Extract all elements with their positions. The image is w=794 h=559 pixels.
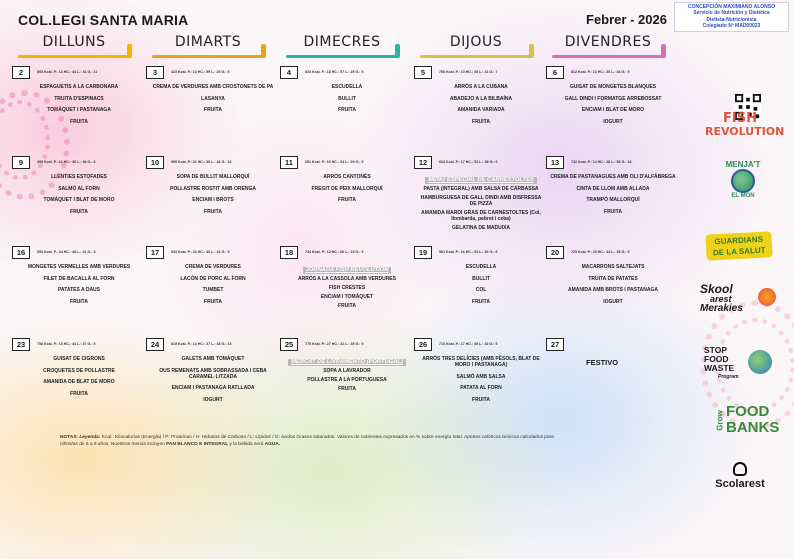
dish-item: PATATES A DAUS	[57, 287, 101, 293]
dish-item: ESCUDELLA	[465, 264, 497, 270]
notes-prefix: NOTAS:	[60, 435, 79, 440]
dish-item: TRUITA DE PATATES	[588, 275, 638, 282]
dish-item: FRUITA	[338, 303, 356, 309]
dish-list	[418, 168, 544, 234]
day-number: 12	[414, 156, 432, 169]
skoolarest-merakies-logo	[700, 284, 780, 320]
dish-item: FREGIT DE PEIX MALLORQUÍ	[311, 185, 383, 192]
day-number: 3	[146, 66, 164, 79]
dish-item: FRUITA	[472, 118, 490, 125]
dish-list	[150, 264, 276, 310]
dish-item: FRUITA	[70, 118, 88, 125]
dish-list	[418, 84, 544, 130]
day-number: 6	[546, 66, 564, 79]
logo-text: EL MÓN	[731, 193, 755, 199]
menjat-el-mon-logo	[716, 160, 770, 208]
day-underline	[18, 55, 130, 58]
logo-text: MENJA'T	[725, 160, 761, 169]
nutrient-info: 664 Kcal. P.: 17 HC.: 53 L.: 28 G.: 6	[439, 160, 498, 164]
dish-item: SALMÓ AMB SALSA	[456, 373, 506, 380]
dish-item: GALL DINDI I FORMATGE ARREBOSSAT	[564, 95, 662, 102]
dish-item: FRUITA	[338, 197, 356, 203]
logo-text: FOOD	[704, 354, 729, 364]
dish-item: ARRÒS TRES DELÍCIES (AMB PÈSOLS, BLAT DE MORO I PASTANAGA)	[422, 356, 540, 368]
day-number: 26	[414, 338, 432, 351]
fish-revolution-logo	[705, 111, 785, 138]
grow-food-banks-logo	[710, 403, 780, 448]
dish-item: ABADEJO A LA BILBAÍNA	[449, 95, 513, 102]
dish-item: FRUITA	[70, 208, 88, 215]
day-number: 13	[546, 156, 564, 169]
day-underline-hook	[127, 44, 132, 58]
holiday-label: FESTIVO	[586, 358, 619, 367]
nutrient-info: 853 Kcal. P.: 13 HC.: 44 L.: 41 G.: 11	[37, 70, 98, 74]
day-underline	[552, 55, 664, 58]
dish-item: FRUITA	[204, 298, 222, 305]
day-number: 17	[146, 246, 164, 259]
nutrient-info: 555 Kcal. P.: 21 HC.: 30 L.: 46 G.: 10	[171, 160, 232, 164]
dish-item: GUISAT DE MONGETES BLANQUES	[569, 84, 657, 90]
logo-text: arest	[710, 294, 732, 304]
dish-item: CINTA DE LLOM AMB ALLADA	[576, 185, 650, 192]
dish-list	[284, 258, 410, 312]
nutritionist-license: Colegiado Nº MAD00023	[702, 23, 761, 30]
dish-item: CROQUETES DE POLLASTRE	[43, 367, 115, 374]
dish-item: CREMA DE VERDURES AMB CROSTONETS DE PA	[152, 84, 274, 90]
nutritionist-box	[674, 2, 789, 32]
dish-item: PATATA AL FORN	[460, 385, 502, 391]
notes-water: AGUA.	[264, 442, 281, 447]
dish-list	[418, 356, 544, 408]
chef-hat-icon	[733, 462, 747, 476]
day-label: DIMARTS	[174, 34, 242, 50]
dish-list	[150, 356, 276, 408]
dish-item: TRUITA D'ESPINACS	[54, 95, 104, 102]
dish-item: PASTA (INTEGRAL) AMB SALSA DE CARBASSA	[423, 186, 539, 192]
dish-item: FRUITA	[472, 298, 490, 305]
nutrient-info: 710 Kcal. P.: 17 HC.: 49 L.: 32 G.: 5	[439, 342, 498, 346]
day-underline-hook	[661, 44, 666, 58]
dish-item: POLLASTRE ROSTIT AMB ORENGA	[170, 185, 256, 192]
dish-item: FRUITA	[70, 298, 88, 305]
dish-list	[16, 356, 142, 402]
day-label: DILLUNS	[42, 34, 106, 50]
day-number: 24	[146, 338, 164, 351]
day-number: 20	[546, 246, 564, 259]
nutrient-info: 499 Kcal. P.: 22 HC.: 36 L.: 38 G.: 6	[37, 160, 96, 164]
dish-item: MONGETES VERMELLES AMB VERDURES	[27, 264, 131, 270]
dish-item: IOGURT	[203, 396, 223, 403]
notes-legend: Kcal.: Kilocalorías (Energía) / P: Proteínas / H: Hidratos de Carbono / L: Lípidos / G: ácidos Grasos saturados. Valores de nutrientes expresados en % sobre energía total. Aportes calóricos teóricos calculados para niños/as de 6 a 9 años. Nuestros menús incluyen	[60, 435, 554, 447]
dish-item: ARRÒS CANTONÈS	[323, 174, 371, 180]
dish-item: SOPA A LAVRADOR	[323, 368, 371, 374]
nutrient-info: 819 Kcal. P.: 14 HC.: 37 L.: 48 G.: 13	[171, 342, 232, 346]
dish-list	[284, 84, 410, 119]
dish-item: ENCIAM I BLAT DE MORO	[581, 107, 645, 113]
nutrient-info: 581 Kcal. P.: 16 HC.: 53 L.: 26 G.: 6	[439, 250, 498, 254]
dish-item: ESCUDELLA	[331, 84, 363, 90]
logo-text: WASTE	[704, 363, 735, 373]
dish-list	[284, 350, 410, 395]
nutrient-info: 523 Kcal. P.: 18 HC.: 57 L.: 25 G.: 5	[305, 70, 364, 74]
dish-item: IOGURT	[603, 298, 623, 305]
logo-text: GUARDIANS	[714, 234, 764, 247]
day-underline-hook	[395, 44, 400, 58]
dish-item: FRUITA	[338, 386, 356, 392]
day-header-thursday	[414, 34, 538, 58]
day-number: 18	[280, 246, 298, 259]
logo-text: BANKS	[726, 419, 780, 436]
nutrient-info: 552 Kcal. P.: 24 HC.: 46 L.: 21 G.: 3	[37, 250, 96, 254]
day-label: DIVENDRES	[564, 34, 652, 50]
special-menu-tag: MENÚ ESPECIAL DE CARNESTOLTES	[425, 177, 537, 184]
globe-icon	[748, 350, 772, 374]
dish-item: FRUITA	[338, 107, 356, 113]
day-number: 19	[414, 246, 432, 259]
nutritionist-name: CONCEPCIÓN MAXIMIANO ALONSO	[687, 4, 776, 10]
dish-item: AMANIDA MARDI GRAS DE CARNESTOLTES (Col, llombarda, pebrot i ceba)	[421, 210, 541, 222]
day-number: 2	[12, 66, 30, 79]
logo-text: DE LA SALUT	[712, 245, 766, 258]
nutritionist-service: Servicio de Nutrición y Dietética	[693, 10, 770, 17]
nutrient-info: 423 Kcal. P.: 13 HC.: 59 L.: 25 G.: 6	[171, 70, 230, 74]
logo-text: Program	[718, 374, 739, 380]
scolarest-logo	[712, 462, 768, 490]
dish-item: FRUITA	[604, 208, 622, 215]
dish-item: ESPAGUETIS A LA CARBONARA	[39, 84, 119, 90]
dish-item: AMANIDA DE BLAT DE MORO	[43, 379, 115, 385]
dish-item: ENCIAM I TOMÀQUET	[320, 294, 374, 300]
nutrient-info: 725 Kcal. P.: 15 HC.: 44 L.: 39 G.: 9	[571, 250, 630, 254]
dish-item: MACARRONS SALTEJATS	[581, 264, 645, 270]
dish-item: GELATINA DE MADUIXA	[451, 225, 511, 231]
logo-text: Merakies	[700, 303, 743, 314]
day-number: 5	[414, 66, 432, 79]
dish-item: GUISAT DE CIGRONS	[53, 356, 105, 362]
nutrient-info: 651 Kcal. P.: 16 HC.: 54 L.: 29 G.: 5	[305, 160, 364, 164]
stop-food-waste-logo	[704, 346, 774, 388]
dish-item: CREMA DE PASTANAGUES AMB OLI D'ALFÀBREGA	[550, 174, 676, 180]
dish-item: FISH CRESTES	[328, 285, 366, 291]
nutrient-info: 744 Kcal. P.: 12 HC.: 66 L.: 19 G.: 3	[305, 250, 364, 254]
nutrient-info: 775 Kcal. P.: 27 HC.: 31 L.: 39 G.: 9	[305, 342, 364, 346]
nutrient-info: 742 Kcal. P.: 14 HC.: 28 L.: 56 G.: 16	[571, 160, 632, 164]
dish-item: IOGURT	[603, 118, 623, 125]
dish-item: TOMÀQUET I BLAT DE MORO	[43, 197, 115, 203]
dish-item: TOMÀQUET I PASTANAGA	[47, 107, 111, 113]
dish-item: TUMBET	[202, 287, 224, 293]
dish-item: BULLIT	[472, 275, 490, 282]
school-title: COL.LEGI SANTA MARIA	[18, 12, 189, 28]
day-number: 27	[546, 338, 564, 351]
day-header-tuesday	[146, 34, 270, 58]
day-number: 4	[280, 66, 298, 79]
dish-item: OUS REMENATS AMB SOBRASSADA I CEBA CARAMEL·LITZADA	[159, 367, 267, 380]
dish-list	[284, 174, 410, 209]
notes-legend-label: Leyenda:	[79, 435, 101, 440]
day-underline	[152, 55, 264, 58]
dish-item: SALMÓ AL FORN	[58, 185, 100, 192]
notes-bread: PAN BLANCO E INTEGRAL	[166, 442, 229, 447]
day-number: 9	[12, 156, 30, 169]
special-menu-tag: JORNADA FISH REVOLUTION	[303, 267, 392, 274]
day-number: 11	[280, 156, 298, 169]
day-label: DIJOUS	[449, 34, 503, 50]
dish-list	[16, 264, 142, 310]
dish-item: LACÓN DE PORC AL FORN	[180, 275, 246, 282]
dish-item: FRUITA	[70, 390, 88, 397]
dish-item: ARRÒS A LA CUBANA	[454, 84, 508, 90]
flower-icon	[758, 288, 776, 306]
day-underline-hook	[529, 44, 534, 58]
logo-text: STOP	[704, 345, 727, 355]
day-number: 23	[12, 338, 30, 351]
day-underline-hook	[261, 44, 266, 58]
month-title: Febrer - 2026	[586, 12, 667, 27]
dish-item: POLLASTRE A LA PORTUGUESA	[307, 377, 387, 383]
notes-water-prefix: y la bebida será	[229, 442, 264, 447]
dish-item: FRUITA	[204, 208, 222, 215]
globe-icon	[731, 169, 755, 193]
dish-item: CREMA DE VERDURES	[185, 264, 241, 270]
dish-list	[550, 264, 676, 310]
nutritionist-role: Dietista-Nutricionista	[706, 16, 757, 23]
dish-item: ENCIAM I PASTANAGA RATLLADA	[171, 385, 255, 391]
dish-item: FRUITA	[204, 107, 222, 113]
dish-list	[150, 84, 276, 119]
dish-item: GALETS AMB TOMÀQUET	[181, 356, 245, 362]
dish-item: AMANIDA AMB BROTS I PASTANAGA	[568, 287, 658, 293]
dish-item: FILET DE BACALLÀ AL FORN	[43, 275, 115, 282]
logo-text: REVOLUTION	[705, 125, 785, 138]
notes	[60, 434, 560, 448]
day-number: 10	[146, 156, 164, 169]
logo-text: Skool	[700, 282, 733, 296]
dish-list	[550, 84, 676, 130]
day-number: 25	[280, 338, 298, 351]
dish-item: LLENTIES ESTOFADES	[51, 174, 107, 180]
nutrient-info: 758 Kcal. P.: 13 HC.: 44 L.: 37 G.: 5	[37, 342, 96, 346]
dish-list	[418, 264, 544, 310]
day-underline	[420, 55, 532, 58]
dish-item: ENCIAM I BROTS	[192, 197, 234, 203]
logo-text: FISH	[723, 111, 757, 126]
dish-item: ARRÒS A LA CASSOLA AMB VERDURES	[298, 276, 396, 282]
logo-text: FOOD	[726, 403, 770, 420]
logo-text: Grow	[715, 410, 725, 431]
day-header-monday	[12, 34, 136, 58]
nutrient-info: 812 Kcal. P.: 13 HC.: 36 L.: 46 G.: 9	[571, 70, 630, 74]
dish-item: SOPA DE BULLIT MALLORQUÍ	[176, 174, 250, 180]
dish-item: BULLIT	[338, 95, 356, 102]
special-menu-tag: MERCAT DE LIVRAMENTO (PORTUGAL)	[288, 359, 406, 366]
dish-item: COL	[475, 287, 487, 293]
dish-item: HAMBURGUESA DE GALL DINDI AMB DISFRESSA DE PIZZA	[420, 195, 542, 207]
dish-list	[150, 174, 276, 220]
dish-item: TRAMPÓ MALLORQUÍ	[586, 197, 640, 203]
day-number: 16	[12, 246, 30, 259]
dish-item: FRUITA	[472, 396, 490, 403]
day-header-wednesday	[280, 34, 404, 58]
nutrient-info: 543 Kcal. P.: 16 HC.: 40 L.: 41 G.: 9	[171, 250, 230, 254]
dish-item: LASANYA	[201, 95, 225, 102]
dish-list	[550, 174, 676, 220]
nutrient-info: 756 Kcal. P.: 13 HC.: 45 L.: 41 G.: 7	[439, 70, 498, 74]
day-label: DIMECRES	[303, 34, 381, 50]
day-underline	[286, 55, 398, 58]
dish-item: AMANIDA VARIADA	[457, 107, 505, 113]
guardians-de-la-salut-logo	[705, 231, 772, 260]
day-header-friday	[546, 34, 670, 58]
logo-text: Scolarest	[715, 478, 765, 490]
